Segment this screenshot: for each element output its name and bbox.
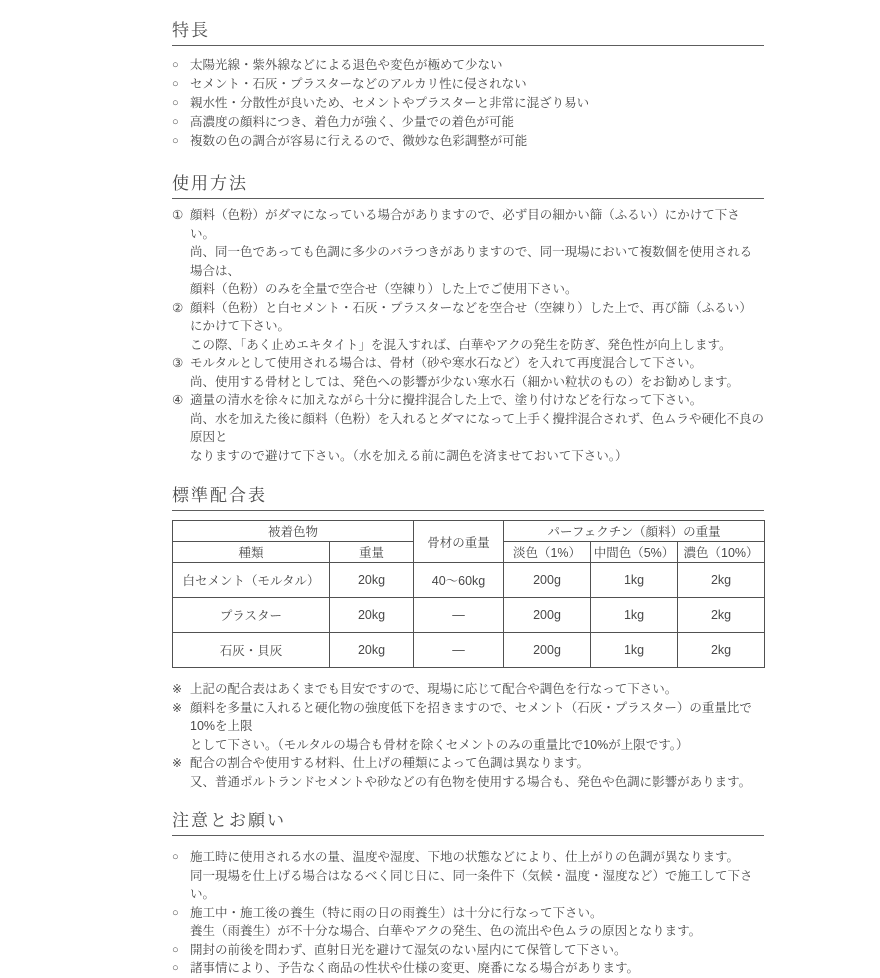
mix-title: 標準配合表 xyxy=(172,486,764,511)
usage-line: なりますので避けて下さい。（水を加える前に調色を済ませておいて下さい。） xyxy=(190,448,628,463)
reference-mark-icon: ※ xyxy=(172,700,183,715)
usage-line: この際、「あく止めエキタイト」を混入すれば、白華やアクの発生を防ぎ、発色性が向上します。 xyxy=(190,337,732,352)
document-page xyxy=(172,0,764,978)
circle-bullet-icon: ○ xyxy=(172,851,179,863)
usage-item xyxy=(172,299,764,355)
circle-bullet-icon: ○ xyxy=(172,78,179,90)
caution-line: 施工中・施工後の養生（特に雨の日の雨養生）は十分に行なって下さい。 xyxy=(190,905,603,920)
usage-line: 尚、同一色であっても色調に多少のバラつきがありますので、同一現場において複数個を使用される場合は、 xyxy=(190,245,753,278)
caution-item xyxy=(172,959,764,978)
cell-dark: 2kg xyxy=(678,563,765,598)
feature-text: 太陽光線・紫外線などによる退色や変色が極めて少ない xyxy=(190,58,503,72)
cell-dark: 2kg xyxy=(678,633,765,668)
circle-bullet-icon: ○ xyxy=(172,59,179,71)
feature-text: 親水性・分散性が良いため、セメントやプラスターと非常に混ざり易い xyxy=(190,96,590,110)
usage-line: 尚、水を加えた後に顔料（色粉）を入れるとダマになって上手く攪拌混合されず、色ムラや硬化不良の原因と xyxy=(190,411,765,444)
caution-item xyxy=(172,941,764,960)
note-line: 顔料を多量に入れると硬化物の強度低下を招きますので、セメント（石灰・プラスター）の重量比で10%を上限 xyxy=(190,700,752,733)
feature-item xyxy=(172,75,764,94)
usage-line: 顔料（色粉）と白セメント・石灰・プラスターなどを空合せ（空練り）した上で、再び篩（ふるい）にかけて下さい。 xyxy=(190,300,752,333)
features-list xyxy=(172,56,764,151)
feature-item xyxy=(172,113,764,132)
header-colored-object: 被着色物 xyxy=(173,521,414,542)
header-pigment-weight: パーフェクチン（顔料）の重量 xyxy=(504,521,765,542)
caution-item xyxy=(172,904,764,941)
mix-notes-list xyxy=(172,680,764,791)
header-middle: 中間色（5%） xyxy=(591,542,678,563)
note-item xyxy=(172,699,764,755)
feature-item xyxy=(172,94,764,113)
circled-number-icon: ② xyxy=(172,300,184,315)
header-dark: 濃色（10%） xyxy=(678,542,765,563)
reference-mark-icon: ※ xyxy=(172,682,183,696)
circled-number-icon: ③ xyxy=(172,356,184,370)
usage-line: 適量の清水を徐々に加えながら十分に攪拌混合した上で、塗り付けなどを行なって下さい。 xyxy=(190,393,703,407)
cell-light: 200g xyxy=(504,633,591,668)
usage-item xyxy=(172,206,764,299)
caution-line: 養生（雨養生）が不十分な場合、白華やアクの発生、色の流出や色ムラの原因となります。 xyxy=(190,924,702,938)
section-cautions xyxy=(172,811,764,978)
table-row xyxy=(173,598,765,633)
note-item xyxy=(172,754,764,791)
cell-light: 200g xyxy=(504,563,591,598)
cell-middle: 1kg xyxy=(591,598,678,633)
cell-aggregate: — xyxy=(414,633,504,668)
feature-item xyxy=(172,132,764,151)
usage-title: 使用方法 xyxy=(172,174,764,199)
feature-item xyxy=(172,56,764,75)
circle-bullet-icon: ○ xyxy=(172,97,179,109)
note-line: 配合の割合や使用する材料、仕上げの種類によって色調は異なります。 xyxy=(190,756,590,770)
circled-number-icon: ④ xyxy=(172,393,184,407)
note-line: 上記の配合表はあくまでも目安ですので、現場に応じて配合や調色を行なって下さい。 xyxy=(190,682,678,696)
cell-middle: 1kg xyxy=(591,563,678,598)
cell-weight: 20kg xyxy=(330,633,414,668)
section-usage xyxy=(172,174,764,465)
cell-middle: 1kg xyxy=(591,633,678,668)
cell-weight: 20kg xyxy=(330,563,414,598)
cautions-list xyxy=(172,848,764,978)
usage-list xyxy=(172,206,764,465)
caution-line: 諸事情により、予告なく商品の性状や仕様の変更、廃番になる場合があります。 xyxy=(190,961,640,975)
circle-bullet-icon: ○ xyxy=(172,116,179,128)
cell-aggregate: — xyxy=(414,598,504,633)
note-line: として下さい。（モルタルの場合も骨材を除くセメントのみの重量比で10%が上限です。） xyxy=(190,737,689,752)
section-mix-table xyxy=(172,486,764,791)
note-line: 又、普通ポルトランドセメントや砂などの有色物を使用する場合も、発色や色調に影響があります。 xyxy=(190,774,752,789)
cell-aggregate: 40〜60kg xyxy=(414,563,504,598)
cell-kind: プラスター xyxy=(173,598,330,633)
circle-bullet-icon: ○ xyxy=(172,943,179,956)
reference-mark-icon: ※ xyxy=(172,756,183,770)
usage-line: 尚、使用する骨材としては、発色への影響が少ない寒水石（細かい粒状のもの）をお勧めします。 xyxy=(190,374,740,389)
cell-kind: 白セメント（モルタル） xyxy=(173,563,330,598)
feature-text: 複数の色の調合が容易に行えるので、微妙な色彩調整が可能 xyxy=(190,134,528,148)
header-aggregate-weight: 骨材の重量 xyxy=(414,521,504,563)
header-light: 淡色（1%） xyxy=(504,542,591,563)
header-kind: 種類 xyxy=(173,542,330,563)
cell-kind: 石灰・貝灰 xyxy=(173,633,330,668)
features-title: 特長 xyxy=(172,21,764,46)
mix-table xyxy=(172,520,765,668)
caution-line: 施工時に使用される水の量、温度や湿度、下地の状態などにより、仕上がりの色調が異なります。 xyxy=(190,850,740,864)
cautions-title: 注意とお願い xyxy=(172,811,764,836)
note-item xyxy=(172,680,764,699)
section-features xyxy=(172,0,764,151)
caution-line: 同一現場を仕上げる場合はなるべく同じ日に、同一条件下（気候・温度・湿度など）で施工して下さい。 xyxy=(190,868,753,901)
cell-weight: 20kg xyxy=(330,598,414,633)
circle-bullet-icon: ○ xyxy=(172,906,179,919)
circled-number-icon: ① xyxy=(172,208,184,222)
table-row xyxy=(173,633,765,668)
table-row xyxy=(173,563,765,598)
usage-line: 顔料（色粉）がダマになっている場合がありますので、必ず目の細かい篩（ふるい）にかけて下さい。 xyxy=(190,208,740,241)
usage-line: 顔料（色粉）のみを全量で空合せ（空練り）した上でご使用下さい。 xyxy=(190,282,578,296)
caution-item xyxy=(172,848,764,904)
feature-text: セメント・石灰・プラスターなどのアルカリ性に侵されない xyxy=(190,77,527,91)
circle-bullet-icon: ○ xyxy=(172,135,179,147)
header-weight: 重量 xyxy=(330,542,414,563)
cell-light: 200g xyxy=(504,598,591,633)
caution-line: 開封の前後を問わず、直射日光を避けて湿気のない屋内にて保管して下さい。 xyxy=(190,942,627,957)
usage-item xyxy=(172,391,764,465)
usage-line: モルタルとして使用される場合は、骨材（砂や寒水石など）を入れて再度混合して下さい。 xyxy=(190,356,703,370)
circle-bullet-icon: ○ xyxy=(172,962,179,974)
cell-dark: 2kg xyxy=(678,598,765,633)
usage-item xyxy=(172,354,764,391)
feature-text: 高濃度の顔料につき、着色力が強く、少量での着色が可能 xyxy=(190,115,515,129)
